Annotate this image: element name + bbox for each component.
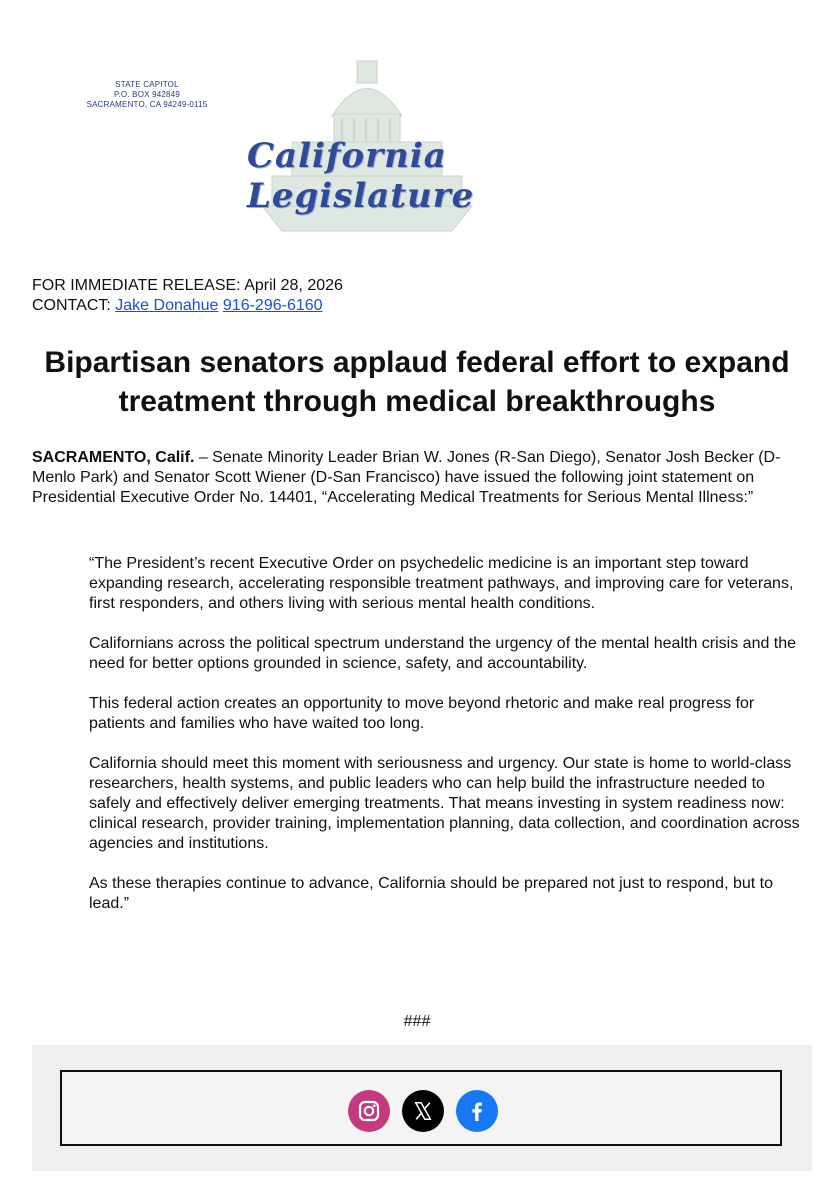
- facebook-icon: [465, 1099, 489, 1123]
- address-line: P.O. BOX 942849: [113, 90, 180, 99]
- instagram-link[interactable]: [348, 1090, 390, 1132]
- release-date: April 28, 2026: [244, 277, 343, 294]
- press-release-headline: Bipartisan senators applaud federal effort to expand treatment through medical breakthroughs: [44, 346, 790, 418]
- contact-phone-link[interactable]: 916-296-6160: [222, 297, 323, 314]
- lead-text: – Senate Minority Leader Brian W. Jones (R-San Diego), Senator Josh Becker (D-Menlo Park) and Senator Scott Wiener (D-San Francisco) have issued the following joint statement on Presidential Executive Order No. 14401, “Accelerating Medical Treatments for Serious Mental Illness:”: [32, 449, 781, 506]
- quote-paragraph: California should meet this moment with seriousness and urgency. Our state is home to world-class researchers, health systems, and public leaders who can help build the infrastructure needed to safely and effectively deliver emerging treatments. That means investing in system readiness now: clinical research, provider training, implementation planning, data collection, and coordination across agencies and institutions.: [89, 755, 800, 852]
- release-label: FOR IMMEDIATE RELEASE:: [32, 277, 241, 294]
- quote-paragraph: As these therapies continue to advance, California should be prepared not just to respond, but to lead.”: [89, 875, 773, 912]
- quote-paragraph: “The President’s recent Executive Order on psychedelic medicine is an important step toward expanding research, accelerating responsible treatment pathways, and improving care for veterans, first responders, and others living with serious mental health conditions.: [89, 555, 794, 612]
- letterhead-banner: [32, 36, 812, 246]
- x-link[interactable]: [402, 1090, 444, 1132]
- contact-line: [32, 296, 343, 316]
- california-legislature-logo: California Legislature: [247, 136, 475, 216]
- lead-paragraph: [32, 448, 812, 508]
- contact-label: CONTACT:: [32, 297, 111, 314]
- quote-paragraph: Californians across the political spectrum understand the urgency of the mental health crisis and the need for better options grounded in science, safety, and accountability.: [89, 635, 797, 672]
- joint-statement-quote: [89, 554, 809, 934]
- address-line: SACRAMENTO, CA 94249-0115: [86, 100, 208, 109]
- footer: [32, 1045, 812, 1171]
- capitol-address: [72, 80, 222, 110]
- release-meta: [32, 276, 343, 316]
- facebook-link[interactable]: [456, 1090, 498, 1132]
- quote-paragraph: This federal action creates an opportunity to move beyond rhetoric and make real progress for patients and families who have waited too long.: [89, 695, 755, 732]
- x-icon: [412, 1100, 434, 1122]
- address-line: STATE CAPITOL: [115, 80, 179, 89]
- dateline: SACRAMENTO, Calif.: [32, 449, 195, 466]
- end-marks: ###: [403, 1013, 431, 1030]
- social-icons: [348, 1090, 498, 1132]
- social-links-box: [60, 1070, 782, 1146]
- instagram-icon: [357, 1099, 381, 1123]
- release-date-line: [32, 276, 343, 296]
- contact-name-link[interactable]: Jake Donahue: [115, 297, 219, 314]
